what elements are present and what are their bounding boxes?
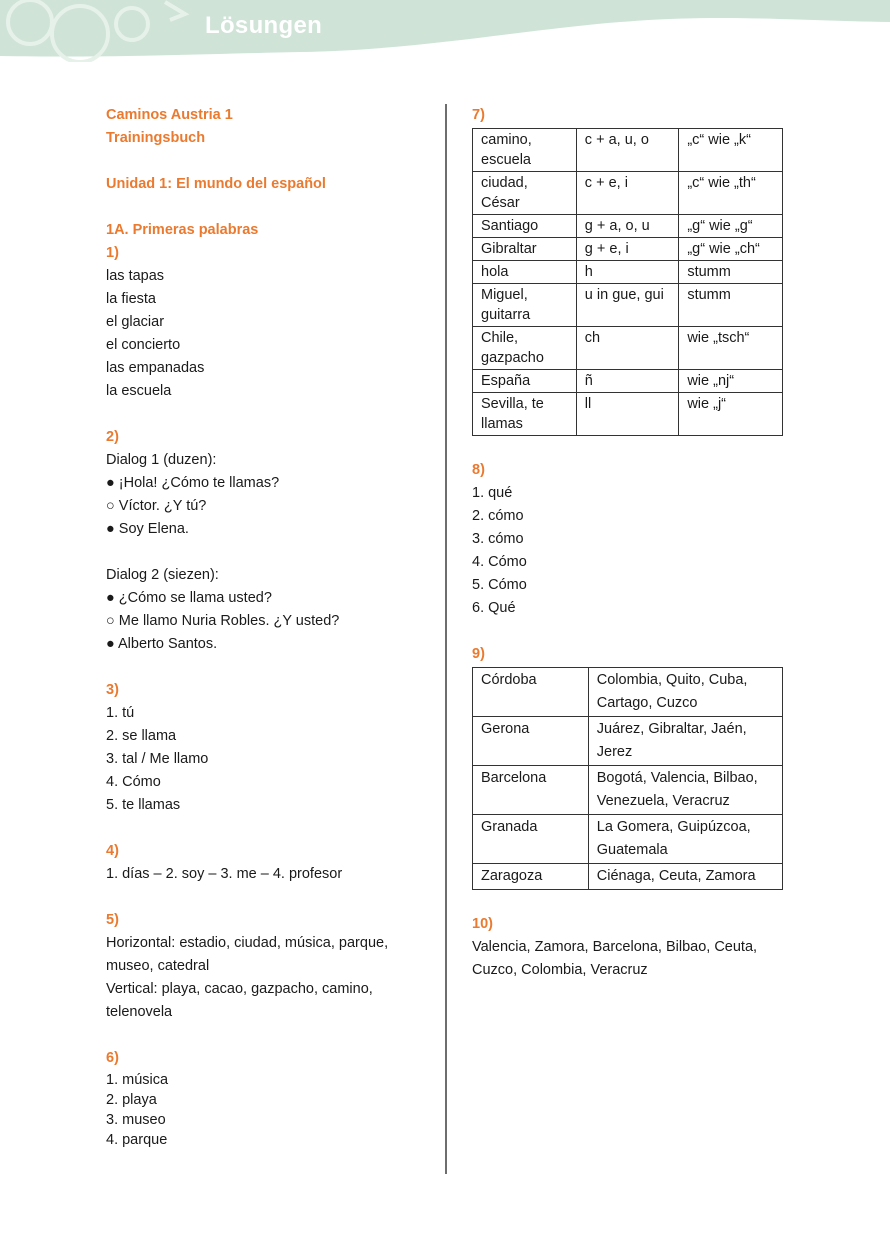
table-cell: „g“ wie „g“ [679, 215, 783, 238]
book-title: Caminos Austria 1 [106, 107, 233, 123]
list-item: la fiesta [106, 291, 156, 307]
answer-line: Vertical: playa, cacao, gazpacho, camino, [106, 981, 373, 997]
exercise-label: 5) [106, 912, 119, 928]
table-cell: Ciénaga, Ceuta, Zamora [588, 864, 782, 890]
column-divider [445, 104, 447, 1174]
list-item: 4. parque [106, 1132, 168, 1148]
list-item: 2. se llama [106, 728, 177, 744]
list-item: 2. cómo [472, 508, 524, 524]
list-item: 6. Qué [472, 600, 516, 616]
exercise-label: 6) [106, 1050, 119, 1066]
page-title: Lösungen [205, 12, 323, 39]
table-row [473, 864, 783, 890]
table-cell: España [473, 370, 577, 393]
table-cell: h [576, 261, 679, 284]
table-cell: camino, escuela [473, 129, 577, 172]
table-row [473, 284, 783, 327]
dialog-line: ○ Víctor. ¿Y tú? [106, 498, 207, 514]
table-row [473, 815, 783, 864]
table-cell: „c“ wie „k“ [679, 129, 783, 172]
dialog-line: ● Soy Elena. [106, 521, 189, 537]
book-subtitle: Trainingsbuch [106, 130, 206, 146]
table-cell: Gibraltar [473, 238, 577, 261]
table-cell: Gerona [473, 717, 589, 766]
list-item: las empanadas [106, 360, 205, 376]
table-cell: ll [576, 393, 679, 436]
exercise-label: 1) [106, 245, 119, 261]
table-cell: hola [473, 261, 577, 284]
dialog-title: Dialog 2 (siezen): [106, 567, 219, 583]
table-cell: Juárez, Gibraltar, Jaén, Jerez [588, 717, 782, 766]
header-banner [0, 0, 890, 62]
exercise-label: 4) [106, 843, 119, 859]
list-item: 3. tal / Me llamo [106, 751, 209, 767]
table-cell: g + a, o, u [576, 215, 679, 238]
table-cell: ñ [576, 370, 679, 393]
pronunciation-table [472, 128, 783, 436]
table-cell: u in gue, gui [576, 284, 679, 327]
table-row [473, 129, 783, 172]
table-cell: wie „j“ [679, 393, 783, 436]
exercise-label: 7) [472, 107, 485, 123]
table-cell: Zaragoza [473, 864, 589, 890]
table-cell: Bogotá, Valencia, Bilbao, Venezuela, Veracruz [588, 766, 782, 815]
table-cell: stumm [679, 261, 783, 284]
table-cell: Santiago [473, 215, 577, 238]
table-cell: Colombia, Quito, Cuba, Cartago, Cuzco [588, 668, 782, 717]
table-row [473, 238, 783, 261]
table-row [473, 717, 783, 766]
table-cell: Barcelona [473, 766, 589, 815]
exercise-label: 3) [106, 682, 119, 698]
answer-line: Horizontal: estadio, ciudad, música, parque, [106, 935, 389, 951]
list-item: 1. música [106, 1072, 169, 1088]
list-item: 3. cómo [472, 531, 524, 547]
table-cell: Chile, gazpacho [473, 327, 577, 370]
table-cell: „c“ wie „th“ [679, 172, 783, 215]
answer-line: museo, catedral [106, 958, 210, 974]
table-row [473, 327, 783, 370]
table-cell: Sevilla, te llamas [473, 393, 577, 436]
list-item: 1. qué [472, 485, 513, 501]
answer-text: 1. días – 2. soy – 3. me – 4. profesor [106, 866, 343, 882]
list-item: 5. te llamas [106, 797, 181, 813]
answer-line: Valencia, Zamora, Barcelona, Bilbao, Ceuta, [472, 939, 758, 955]
table-cell: wie „nj“ [679, 370, 783, 393]
table-cell: „g“ wie „ch“ [679, 238, 783, 261]
table-cell: c + e, i [576, 172, 679, 215]
table-cell: Granada [473, 815, 589, 864]
table-row [473, 668, 783, 717]
table-cell: stumm [679, 284, 783, 327]
table-row [473, 172, 783, 215]
right-column [472, 104, 802, 982]
table-row [473, 261, 783, 284]
table-cell: ciudad, César [473, 172, 577, 215]
dialog-line: ○ Me llamo Nuria Robles. ¿Y usted? [106, 613, 340, 629]
answer-line: Cuzco, Colombia, Veracruz [472, 962, 648, 978]
section-title: 1A. Primeras palabras [106, 222, 259, 238]
list-item: 1. tú [106, 705, 135, 721]
answer-line: telenovela [106, 1004, 173, 1020]
exercise-label: 8) [472, 462, 485, 478]
table-cell: ch [576, 327, 679, 370]
list-item: el concierto [106, 337, 181, 353]
banner-wave-shape [0, 0, 890, 62]
exercise-label: 10) [472, 916, 493, 932]
table-cell: La Gomera, Guipúzcoa, Guatemala [588, 815, 782, 864]
exercise-label: 2) [106, 429, 119, 445]
dialog-title: Dialog 1 (duzen): [106, 452, 217, 468]
dialog-line: ● ¿Cómo se llama usted? [106, 590, 272, 606]
table-cell: wie „tsch“ [679, 327, 783, 370]
dialog-line: ● ¡Hola! ¿Cómo te llamas? [106, 475, 280, 491]
list-item: 3. museo [106, 1112, 166, 1128]
exercise-label: 9) [472, 646, 485, 662]
table-cell: c + a, u, o [576, 129, 679, 172]
table-row [473, 215, 783, 238]
list-item: el glaciar [106, 314, 165, 330]
list-item: las tapas [106, 268, 165, 284]
dialog-line: ● Alberto Santos. [106, 636, 218, 652]
list-item: 4. Cómo [472, 554, 527, 570]
left-column [106, 104, 426, 1150]
list-item: 2. playa [106, 1092, 157, 1108]
table-row [473, 766, 783, 815]
list-item: 5. Cómo [472, 577, 527, 593]
table-row [473, 393, 783, 436]
unit-title: Unidad 1: El mundo del español [106, 176, 326, 192]
places-table [472, 667, 783, 890]
table-cell: g + e, i [576, 238, 679, 261]
list-item: 4. Cómo [106, 774, 161, 790]
list-item: la escuela [106, 383, 172, 399]
table-cell: Miguel, guitarra [473, 284, 577, 327]
table-row [473, 370, 783, 393]
table-cell: Córdoba [473, 668, 589, 717]
